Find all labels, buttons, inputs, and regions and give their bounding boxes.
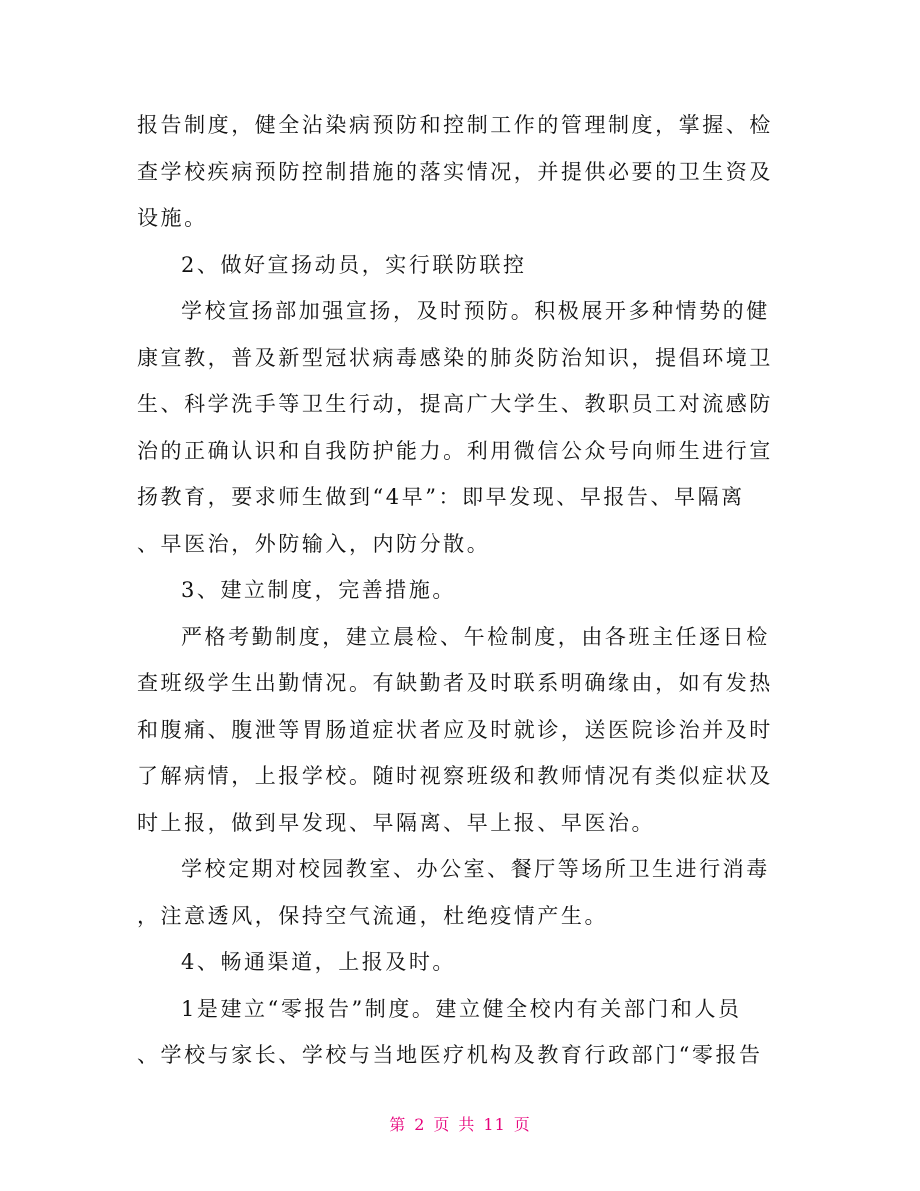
text-line: 4、畅通渠道，上报及时。: [181, 950, 456, 974]
text-line: 康宣教，普及新型冠状病毒感染的肺炎防治知识，提倡环境卫: [137, 345, 773, 370]
footer-ye2: 页: [513, 1115, 531, 1134]
page-footer: [0, 1112, 920, 1135]
footer-ye: 页: [433, 1115, 451, 1134]
text-line: 了解病情，上报学校。随时视察班级和教师情况有类似症状及: [137, 764, 773, 788]
text-line: 设施。: [137, 206, 208, 230]
text-line: 3、建立制度，完善措施。: [181, 578, 456, 602]
text-line: 严格考勤制度，建立晨检、午检制度，由各班主任逐日检: [181, 624, 770, 649]
footer-page-number: 2: [414, 1115, 426, 1134]
text-line: 1是建立“零报告”制度。建立健全校内有关部门和人员: [181, 996, 742, 1021]
text-line: 2、做好宣扬动员，实行联防联控: [181, 252, 527, 277]
text-line: 、学校与家长、学校与当地医疗机构及教育行政部门“零报告: [137, 1043, 763, 1067]
text-line: 、早医治，外防输入，内防分散。: [137, 531, 491, 556]
text-line: 查学校疾病预防控制措施的落实情况，并提供必要的卫生资及: [137, 159, 773, 184]
text-line: 扬教育，要求师生做到“4早”：即早发现、早报告、早隔离: [137, 485, 745, 509]
document-body: [137, 102, 787, 1079]
text-line: 治的正确认识和自我防护能力。利用微信公众号向师生进行宣: [137, 438, 773, 463]
text-line: 学校宣扬部加强宣扬，及时预防。积极展开多种情势的健: [181, 299, 770, 323]
text-line: 查班级学生出勤情况。有缺勤者及时联系明确缘由，如有发热: [137, 671, 773, 695]
footer-di: 第: [389, 1115, 407, 1134]
text-line: 学校定期对校园教室、办公室、餐厅等场所卫生进行消毒: [181, 857, 770, 881]
footer-total-pages: 11: [483, 1115, 506, 1134]
text-line: 和腹痛、腹泄等胃肠道症状者应及时就诊，送医院诊治并及时: [137, 717, 773, 742]
footer-gong: 共: [458, 1115, 476, 1134]
text-line: 时上报，做到早发现、早隔离、早上报、早医治。: [137, 810, 656, 835]
text-line: 生、科学洗手等卫生行动，提高广大学生、教职员工对流感防: [137, 392, 773, 416]
text-line: 报告制度，健全沾染病预防和控制工作的管理制度，掌握、检: [137, 113, 773, 137]
text-line: ，注意透风，保持空气流通，杜绝疫情产生。: [137, 903, 608, 928]
